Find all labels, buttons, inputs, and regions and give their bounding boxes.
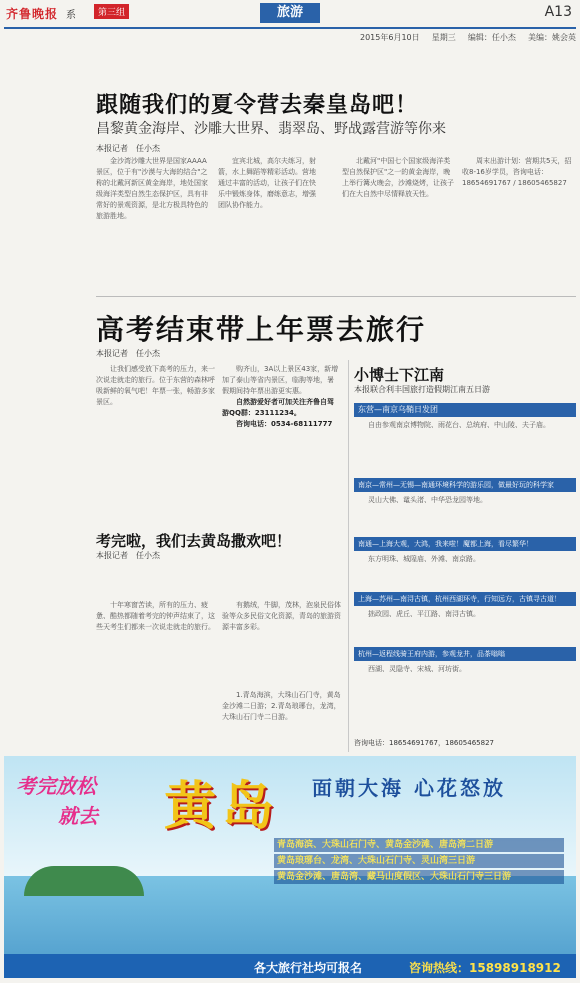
article1-paragraph-1: 金沙湾沙雕大世界是国家AAAA景区，位于有"沙漠与大海的结合"之称的北戴河新区黄金海岸，地处国家级海洋类型自然生态保护区，具有非常好的景观资源，是北方极具特色的旅游胜地。	[96, 157, 208, 220]
ad-route: 黄岛金沙滩、唐岛湾、藏马山度假区、大珠山石门寺三日游	[274, 870, 564, 884]
page-number: A13	[544, 4, 572, 20]
article1-paragraph-2: 宜宾北城，高尔夫练习，射箭，水上舞蹈等精彩活动。营地通过丰富的活动，让孩子们在快乐中锻炼身体，磨练意志，增强团队协作能力。	[218, 157, 316, 209]
column-divider	[348, 360, 349, 752]
sidebar-box-5-text	[354, 664, 576, 732]
article3-paragraph-3: 1.青岛海滨，大珠山石门寺，黄岛金沙滩二日游；2.青岛琅琊台，龙湾，大珠山石门寺二日游。	[222, 691, 341, 721]
sidebar-box-3-paragraph: 东方明珠、城隍庙、外滩、南京路。	[368, 555, 480, 563]
header-rule	[4, 27, 576, 29]
ad-route: 黄岛琅琊台、龙湾、大珠山石门寺、灵山湾三日游	[274, 854, 564, 868]
sidebar-box-2-text	[354, 495, 576, 535]
sidebar-box-3-text	[354, 554, 576, 590]
series-badge: 第三组	[94, 4, 129, 19]
sidebar-box-5-head: 杭州—返程线骑王府内游，参观龙井，品茶嗡嗡	[354, 647, 576, 661]
article1-subtitle: 昌黎黄金海岸、沙雕大世界、翡翠岛、野战露营游等你来	[96, 121, 446, 137]
sidebar-box-4-paragraph: 拙政园、虎丘、平江路、南浔古镇。	[368, 610, 480, 618]
article1-paragraph-3: 北戴河"中国七个国家级海洋类型自然保护区"之一的黄金海岸，晚上举行篝火晚会，沙滩烧烤，让孩子们在大自然中尽情释放天性。	[342, 157, 454, 198]
article2-paragraph-2: 购齐山，3A以上景区43家，新增加了泰山等省内景区，临朐等地，暑假期间持年票出游更实惠。	[222, 365, 339, 395]
ad-footer-hotline: 咨询热线：15898918912	[409, 961, 561, 975]
article3-paragraph-2: 有鹅绒，牛脚，茂林，泡泉民俗体验等众多民俗文化资源，青岛的旅游资源丰富多彩。	[222, 601, 341, 631]
article2-byline: 本报记者 任小杰	[96, 349, 160, 358]
sidebar-box-1-head: 东营—南京乌鞘日发团	[354, 403, 576, 417]
weekday: 星期三	[431, 33, 456, 42]
editor: 编辑：任小杰	[467, 33, 516, 42]
sidebar-box-2-head: 南京—常州—无锡—南通环境科学的游乐园，做最好玩的科学家	[354, 478, 576, 492]
sidebar-box-4-head: 上海—苏州—南浔古镇，杭州西湖环寺，行知远方，古镇寻古道！	[354, 592, 576, 606]
sidebar-box-4-text	[354, 609, 576, 645]
ad-headline-1: 考完放松	[16, 774, 96, 798]
article1-column-4	[462, 156, 574, 286]
article3-paragraph-1: 十年寒窗苦读，所有的压力、疲惫、酷热都随着考完的钟声结束了，这些天考生们都来一次说走就走的旅行。	[96, 601, 215, 631]
article1-column-2	[218, 156, 318, 286]
article2-column-2	[222, 364, 340, 524]
article2-phone: 咨询电话：0534-68111777	[236, 420, 333, 428]
sidebar-box-1-paragraph: 自由参观南京博物院、雨花台、总统府、中山陵、夫子庙。	[368, 421, 550, 429]
ad-route: 青岛海滨、大珠山石门寺、黄岛金沙滩、唐岛湾二日游	[274, 838, 564, 852]
divider	[96, 296, 576, 297]
article1-byline: 本报记者 任小杰	[96, 144, 160, 153]
article1-column-3	[342, 156, 454, 286]
article2-notice: 自然游爱好者可加关注齐鲁自驾游QQ群：23111234。	[222, 398, 334, 417]
sidebar-box-3-head: 南通—上海大观，大鸿，我来啦！魔都上海，看尽繁华！	[354, 537, 576, 551]
article1-paragraph-4: 周末出游计划：营期共5天，招收8-16岁学员，咨询电话：18654691767 / 18605465827	[462, 157, 572, 187]
series-label: 系	[66, 10, 76, 21]
article2-column-1	[96, 364, 216, 524]
ad-route-list	[274, 838, 564, 886]
sidebar-contact: 咨询电话：18654691767，18605465827	[354, 739, 494, 747]
ad-headline-2: 就去	[58, 804, 98, 828]
section-title: 旅游	[260, 3, 320, 23]
date: 2015年6月10日	[360, 33, 420, 42]
designer: 美编：姚会英	[527, 33, 576, 42]
sidebar-box-1-text	[354, 420, 576, 476]
ad-slogan: 面朝大海 心花怒放	[312, 776, 506, 800]
article2-title: 高考结束带上年票去旅行	[96, 313, 427, 346]
huangdao-advertisement	[4, 756, 576, 978]
ad-big-title: 黄岛	[164, 777, 281, 837]
sidebar-box-5-paragraph: 西湖、灵隐寺、宋城、河坊街。	[368, 665, 466, 673]
sidebar-box-2-paragraph: 灵山大佛、鼋头渚、中华恐龙园等地。	[368, 496, 487, 504]
newspaper-logo: 齐鲁晚报	[6, 7, 59, 21]
article1-column-1	[96, 156, 210, 286]
sidebar-title: 小博士下江南	[354, 366, 445, 384]
article3-column-1	[96, 600, 216, 750]
sidebar-subtitle: 本报联合利丰国旅打造假期江南五日游	[354, 385, 490, 394]
masthead	[0, 0, 580, 26]
ad-footer	[4, 954, 576, 978]
dateline	[360, 32, 576, 43]
article3-title: 考完啦，我们去黄岛撒欢吧！	[96, 532, 292, 550]
article1-title: 跟随我们的夏令营去秦皇岛吧！	[96, 93, 419, 118]
article3-byline: 本报记者 任小杰	[96, 551, 160, 560]
ad-footer-agencies: 各大旅行社均可报名	[254, 961, 363, 975]
article2-paragraph-1: 让我们感受放下高考的压力，来一次说走就走的旅行。位于东营的森林呼吸新鲜的氧气吧！年票一张，畅游多家景区。	[96, 365, 215, 406]
article3-routes	[222, 690, 342, 750]
ad-island	[24, 866, 144, 896]
